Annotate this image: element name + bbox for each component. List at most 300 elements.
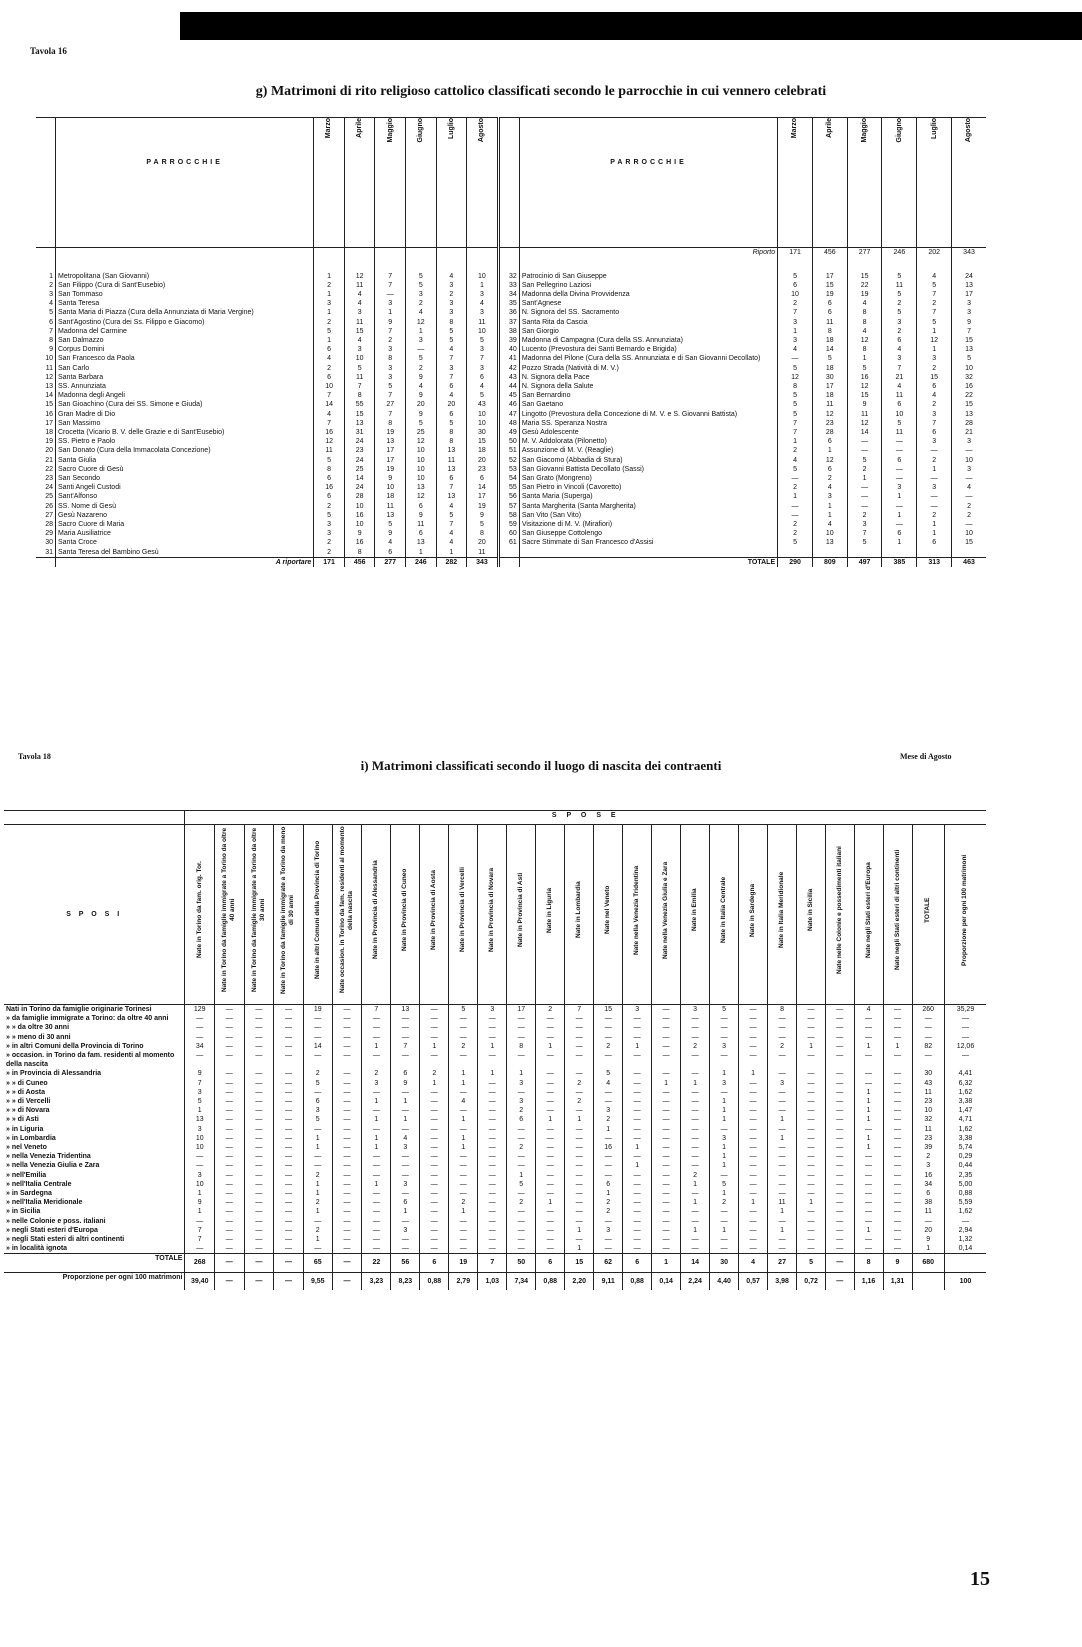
cell-value: — [652,1134,681,1143]
table16-title: g) Matrimoni di rito religioso cattolico classificati secondo le parrocchie in cui vennero celebrati [255,84,827,99]
cell-value: 1 [536,1115,565,1124]
cell-value: 15 [467,437,499,446]
cell-value: — [826,1069,854,1078]
cell-value: 1 [854,1115,883,1124]
cell-value: 7 [917,308,952,317]
cell-value: — [826,1198,854,1207]
cell-value: 7 [778,419,813,428]
cell-value: 34 [912,1180,944,1189]
cell-value: 17 [467,492,499,501]
cell-value: — [362,1023,391,1032]
cell-value: 0,57 [739,1272,768,1290]
cell-value: 2 [882,327,917,336]
cell-value: — [244,1088,274,1097]
cell-value: — [274,1235,304,1244]
cell-value: 1 [362,1115,391,1124]
cell-value: — [244,1161,274,1170]
cell-value: 9,55 [303,1272,332,1290]
cell-value: 3 [710,1042,739,1051]
cell-value: 2 [952,511,986,520]
cell-value: 10 [344,502,375,511]
cell-value: — [214,1097,244,1106]
cell-value: 2 [536,1005,565,1015]
cell-value: 11 [344,281,375,290]
cell-value: — [478,1171,507,1180]
a-riportare-value: 343 [467,557,499,567]
cell-value: — [332,1106,362,1115]
cell-value: 27 [768,1254,797,1272]
cell-value: 1 [710,1069,739,1078]
cell-value: — [214,1272,244,1290]
cell-value: — [739,1097,768,1106]
cell-value: 0,14 [652,1272,681,1290]
cell-value: — [797,1189,826,1198]
cell-value: 5 [314,327,345,336]
spose-col-header: Nate in Provincia di Novara [478,825,507,1005]
cell-value: 15 [952,538,986,547]
cell-value: — [778,502,813,511]
cell-value: — [797,1115,826,1124]
parrocchia-name: San Filippo (Cura di Sant'Eusebio) [56,281,314,290]
cell-value: — [826,1014,854,1023]
sposi-row-label: » in Provincia di Alessandria [6,1070,102,1078]
cell-value: 3 [778,336,813,345]
cell-value: 3 [710,1079,739,1088]
sposi-row-label: » nelle Colonie e poss. italiani [6,1217,106,1225]
cell-value: 1 [768,1134,797,1143]
cell-value: 16 [847,373,882,382]
cell-value: 3 [185,1088,215,1097]
cell-value: 9 [912,1235,944,1244]
cell-value: 1 [362,1097,391,1106]
row-number: 31 [45,548,53,556]
cell-value: — [332,1226,362,1235]
table-row [4,1198,986,1207]
totale-value: 290 [778,557,813,567]
cell-value: 8 [467,529,499,538]
cell-value: 31 [344,428,375,437]
cell-value: 7 [882,364,917,373]
cell-value: 2 [314,364,345,373]
cell-value: — [507,1161,536,1170]
cell-value: — [917,502,952,511]
cell-value: 3 [478,1005,507,1015]
table-row [4,1207,986,1216]
spose-col-header: Proporzione per ogni 100 matrimoni [944,825,986,1005]
cell-value: 1 [623,1161,652,1170]
cell-value: 6 [912,1189,944,1198]
cell-value: — [623,1235,652,1244]
cell-value: 2 [917,400,952,409]
row-number: 6 [49,318,53,326]
parrocchia-name: SS. Pietro e Paolo [56,437,314,446]
cell-value: 1 [917,465,952,474]
table-row [4,1152,986,1161]
cell-value: — [536,1106,565,1115]
cell-value: — [565,1088,594,1097]
cell-value: — [332,1161,362,1170]
cell-value: — [652,1042,681,1051]
cell-value: 8 [778,382,813,391]
cell-value: 17 [952,290,986,299]
cell-value: — [507,1134,536,1143]
cell-value: — [883,1226,912,1235]
cell-value: — [826,1244,854,1254]
cell-value: 1 [778,327,813,336]
cell-value: 15 [565,1254,594,1272]
cell-value: — [274,1254,304,1272]
cell-value: — [507,1226,536,1235]
cell-value: 5 [917,318,952,327]
cell-value: — [391,1152,420,1161]
cell-value: — [420,1244,449,1254]
row-number: 9 [49,346,53,354]
cell-value: — [847,492,882,501]
a-riportare-value: 456 [344,557,375,567]
cell-value: — [214,1014,244,1023]
cell-value: 1 [478,1069,507,1078]
cell-value: 5 [436,511,467,520]
totals-row [36,557,986,567]
cell-value: — [623,1014,652,1023]
cell-value: — [681,1217,710,1226]
parrocchia-name: N. Signora della Salute [519,382,777,391]
table-row [36,299,986,308]
cell-value: 4 [854,1005,883,1015]
cell-value: 12 [917,336,952,345]
cell-value: 3 [952,465,986,474]
cell-value: 22 [847,281,882,290]
parrocchia-name: Crocetta (Vicario B. V. delle Grazie e di Sant'Eusebio) [56,428,314,437]
cell-value: 7 [344,382,375,391]
cell-value: 1,62 [944,1207,986,1216]
cell-value: — [362,1152,391,1161]
cell-value: 1 [778,437,813,446]
cell-value: 2 [375,336,406,345]
cell-value: 1 [681,1180,710,1189]
cell-value: — [420,1033,449,1042]
cell-value: 19 [449,1254,478,1272]
cell-value: — [739,1125,768,1134]
cell-value: — [362,1189,391,1198]
spose-col-header: Nate in Sardegna [739,825,768,1005]
cell-value: — [332,1171,362,1180]
cell-value: 19 [375,428,406,437]
cell-value: 5 [710,1005,739,1015]
cell-value: 7 [436,483,467,492]
cell-value: — [420,1115,449,1124]
spose-header: S P O S E [185,811,986,825]
cell-value: 9 [406,410,437,419]
cell-value: 13 [812,538,847,547]
cell-value: — [710,1033,739,1042]
cell-value: 11 [812,400,847,409]
sposi-row-label: TOTALE [4,1254,185,1272]
cell-value: — [303,1152,332,1161]
cell-value: 4 [436,391,467,400]
cell-value: — [244,1254,274,1272]
cell-value: — [739,1115,768,1124]
cell-value: 12 [812,456,847,465]
cell-value: — [478,1152,507,1161]
row-number: 36 [498,308,519,317]
cell-value: 35,29 [944,1005,986,1015]
cell-value: — [362,1198,391,1207]
cell-value: — [303,1033,332,1042]
cell-value: — [652,1033,681,1042]
cell-value: 5 [314,456,345,465]
cell-value: — [883,1051,912,1069]
cell-value: 6 [812,465,847,474]
cell-value: — [332,1235,362,1244]
cell-value: — [536,1069,565,1078]
cell-value: — [420,1198,449,1207]
cell-value: 23 [812,419,847,428]
cell-value: 21 [882,373,917,382]
sposi-row-label: » » di Aosta [6,1088,46,1096]
cell-value: — [847,502,882,511]
cell-value: 6 [420,1254,449,1272]
empty-cell [498,557,519,567]
cell-value: 10 [344,520,375,529]
cell-value: — [274,1272,304,1290]
cell-value: 3 [436,308,467,317]
riporto-label: Riporto [519,248,777,272]
cell-value: — [332,1023,362,1032]
row-number: 34 [498,290,519,299]
cell-value: 23 [344,446,375,455]
cell-value: 3 [507,1097,536,1106]
cell-value: — [274,1217,304,1226]
cell-value: 3 [917,437,952,446]
cell-value: 7 [778,428,813,437]
cell-value: 12 [812,410,847,419]
cell-value: 1 [854,1106,883,1115]
cell-value: — [449,1217,478,1226]
row-number: 7 [49,327,53,335]
cell-value: — [214,1088,244,1097]
cell-value: — [826,1097,854,1106]
cell-value: — [274,1143,304,1152]
cell-value: — [652,1069,681,1078]
cell-value: 3 [467,364,499,373]
cell-value: 5,59 [944,1198,986,1207]
table-row [36,548,986,558]
cell-value: 16 [952,382,986,391]
cell-value: 1 [797,1042,826,1051]
cell-value: — [826,1106,854,1115]
cell-value: 2 [406,299,437,308]
sposi-row-label: » nella Venezia Giulia e Zara [6,1162,100,1170]
sposi-row-label: Proporzione per ogni 100 matrimoni [4,1272,185,1290]
a-riportare-label: A riportare [56,557,314,567]
cell-value: — [797,1226,826,1235]
sposi-row-label: » in Liguria [6,1125,44,1133]
parrocchia-name: Madonna della Divina Provvidenza [519,290,777,299]
cell-value: 1 [314,308,345,317]
cell-value: 13 [436,446,467,455]
cell-value: — [952,446,986,455]
cell-value: — [739,1161,768,1170]
parrocchia-name: San Francesco da Paola [56,354,314,363]
cell-value: 1 [375,308,406,317]
cell-value: — [952,520,986,529]
table-row [4,1079,986,1088]
cell-value: — [768,1161,797,1170]
cell-value: — [797,1161,826,1170]
cell-value: — [303,1088,332,1097]
empty-cell [498,248,519,272]
cell-value [952,548,986,558]
cell-value: 9 [375,318,406,327]
row-number: 15 [45,401,53,409]
cell-value: — [952,492,986,501]
parrocchia-name: Visitazione di M. V. (Mirafiori) [519,520,777,529]
cell-value: 1 [917,327,952,336]
cell-value: 10 [778,290,813,299]
cell-value: 19 [467,502,499,511]
cell-value: 2 [406,364,437,373]
cell-value: — [391,1235,420,1244]
cell-value: — [507,1235,536,1244]
cell-value: — [797,1180,826,1189]
cell-value: — [362,1171,391,1180]
cell-value: 5 [406,281,437,290]
cell-value: — [362,1106,391,1115]
cell-value: — [478,1207,507,1216]
cell-value: 11 [768,1198,797,1207]
cell-value: — [244,1244,274,1254]
cell-value: — [883,1207,912,1216]
cell-value: 39 [912,1143,944,1152]
cell-value: — [420,1235,449,1244]
cell-value: — [739,1207,768,1216]
cell-value: — [623,1097,652,1106]
cell-value: 1,62 [944,1125,986,1134]
cell-value: 6,32 [944,1079,986,1088]
cell-value: — [768,1244,797,1254]
cell-value: 10 [952,456,986,465]
spose-col-header: Nate nel Veneto [594,825,623,1005]
cell-value: 7 [185,1235,215,1244]
table-row [4,1088,986,1097]
cell-value: — [478,1189,507,1198]
sposi-row-label: Nati in Torino da famiglie originarie Torinesi [6,1006,152,1013]
parrocchia-name: San Dalmazzo [56,336,314,345]
cell-value: 5 [185,1097,215,1106]
cell-value: 11 [882,428,917,437]
cell-value: — [244,1051,274,1069]
cell-value: 11 [467,548,499,558]
cell-value: 8 [847,318,882,327]
cell-value: 1,47 [944,1106,986,1115]
table18-luogo-nascita [4,810,986,1290]
cell-value: — [565,1125,594,1134]
cell-value: 4 [436,529,467,538]
cell-value: 6 [314,474,345,483]
cell-value: — [826,1161,854,1170]
cell-value: 2 [362,1069,391,1078]
table-row [4,1171,986,1180]
cell-value: 2 [778,483,813,492]
row-number: 37 [498,318,519,327]
cell-value: — [797,1125,826,1134]
table-row [36,290,986,299]
cell-value [812,548,847,558]
cell-value: 100 [944,1272,986,1290]
cell-value: 1 [854,1097,883,1106]
cell-value: — [332,1134,362,1143]
cell-value: — [449,1226,478,1235]
cell-value: 7 [917,290,952,299]
cell-value: — [652,1014,681,1023]
cell-value: — [507,1244,536,1254]
cell-value: 16 [314,428,345,437]
parrocchia-name: Corpus Domini [56,345,314,354]
table-row [36,437,986,446]
empty-cell [375,248,406,272]
row-number: 3 [49,290,53,298]
cell-value: — [478,1217,507,1226]
cell-value: — [214,1134,244,1143]
cell-value: — [883,1171,912,1180]
cell-value: 4 [391,1134,420,1143]
cell-value: 10 [375,483,406,492]
cell-value: 2 [847,465,882,474]
cell-value: 1 [449,1069,478,1078]
cell-value: — [332,1143,362,1152]
row-number: 26 [45,502,53,510]
cell-value: — [274,1207,304,1216]
cell-value: 24 [344,483,375,492]
row-number: 38 [498,327,519,336]
cell-value: 4 [882,345,917,354]
cell-value: 1 [406,327,437,336]
cell-value: — [478,1125,507,1134]
cell-value: — [536,1180,565,1189]
cell-value: 8 [854,1254,883,1272]
cell-value: — [565,1023,594,1032]
cell-value: 16 [594,1143,623,1152]
cell-value: — [652,1088,681,1097]
spose-col-header: Nate in Italia Centrale [710,825,739,1005]
cell-value: — [244,1272,274,1290]
cell-value: — [449,1189,478,1198]
cell-value: — [681,1235,710,1244]
cell-value: 9 [344,529,375,538]
cell-value: 23 [912,1097,944,1106]
cell-value: 2 [303,1198,332,1207]
cell-value: — [274,1042,304,1051]
cell-value: — [710,1023,739,1032]
cell-value: 5 [778,538,813,547]
cell-value: — [826,1115,854,1124]
cell-value: — [594,1088,623,1097]
cell-value: — [244,1069,274,1078]
cell-value: — [449,1051,478,1069]
cell-value: 3 [952,308,986,317]
row-number: 21 [45,456,53,464]
parrocchia-name: Gran Madre di Dio [56,410,314,419]
cell-value: — [332,1244,362,1254]
cell-value: 11 [344,373,375,382]
cell-value: 1 [710,1226,739,1235]
cell-value: 12,06 [944,1042,986,1051]
cell-value: — [565,1152,594,1161]
cell-value: 1 [652,1254,681,1272]
table-row [4,1217,986,1226]
cell-value: — [826,1023,854,1032]
